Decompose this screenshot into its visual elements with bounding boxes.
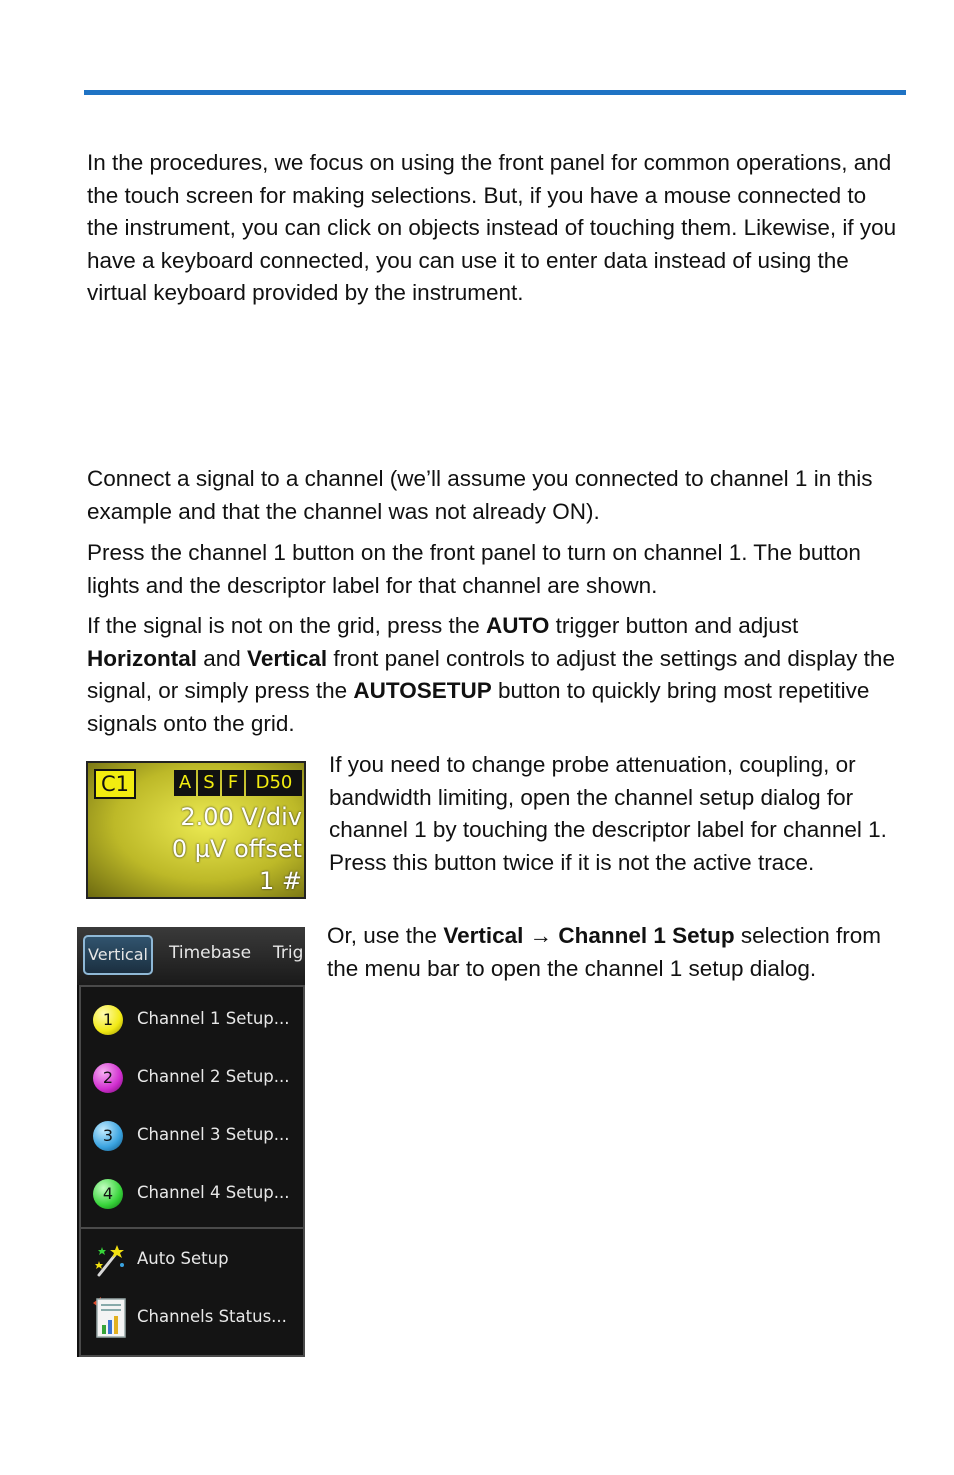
press-step: Press the channel 1 button on the front panel to turn on channel 1. The button lights and the descriptor label for that channel are shown. bbox=[87, 540, 861, 598]
menu-separator bbox=[81, 1227, 303, 1229]
connect-step: Connect a signal to a channel (we’ll assume you connected to channel 1 in this example and that the channel was not already ON). bbox=[87, 466, 873, 524]
vertical-term: Vertical bbox=[443, 923, 524, 948]
tab-timebase[interactable]: Timebase bbox=[169, 943, 252, 963]
flag-a: A bbox=[174, 770, 196, 796]
menu-item-label: Channel 2 Setup... bbox=[137, 1067, 290, 1086]
text: selection from the menu bar to open the channel 1 setup dialog. bbox=[327, 923, 881, 981]
menu-paragraph bbox=[327, 920, 907, 985]
tab-trigger[interactable]: Trig bbox=[273, 943, 304, 963]
trace-count: 1 # bbox=[258, 867, 302, 895]
menu-item-label: Auto Setup bbox=[137, 1249, 229, 1268]
text: trigger button and adjust bbox=[549, 613, 799, 638]
text: button to quickly bring most repetitive signals onto the grid. bbox=[87, 678, 870, 736]
volts-per-div: 2.00 V/div bbox=[180, 803, 302, 831]
menu-item-channel-3-setup[interactable] bbox=[81, 1107, 303, 1165]
vertical-dropdown bbox=[79, 985, 305, 1357]
auto-term: AUTO bbox=[485, 613, 550, 638]
horizontal-term: Horizontal bbox=[87, 645, 197, 671]
channel-4-icon: 4 bbox=[93, 1179, 123, 1209]
probe-paragraph: If you need to change probe attenuation, coupling, or bandwidth limiting, open the channel setup dialog for channel 1 by touching the descriptor label for channel 1. Press this button twice if it is not the active trace. bbox=[329, 752, 887, 875]
menu-item-channels-status[interactable] bbox=[81, 1289, 303, 1347]
channel-1-icon: 1 bbox=[93, 1005, 123, 1035]
channel-1-setup-term: Channel 1 Setup bbox=[558, 923, 735, 948]
tab-vertical[interactable]: Vertical bbox=[83, 935, 153, 975]
channel-descriptor-label[interactable] bbox=[86, 761, 306, 899]
menu-item-label: Channel 3 Setup... bbox=[137, 1125, 290, 1144]
text: front panel controls to adjust the settings and display the signal, or simply press the bbox=[87, 645, 895, 703]
intro-paragraph: In the procedures, we focus on using the front panel for common operations, and the touch screen for making selections. But, if you have a mouse connected to the instrument, you can click on objects instead of touching them. Likewise, if you have a keyboard connected, you can use it to enter data instead of using the virtual keyboard provided by the instrument. bbox=[87, 150, 897, 305]
header-rule bbox=[84, 90, 906, 95]
arrow-symbol: → bbox=[523, 923, 559, 948]
menu-item-channel-2-setup[interactable] bbox=[81, 1049, 303, 1107]
text: Or, use the bbox=[327, 923, 444, 948]
flag-s: S bbox=[198, 770, 220, 796]
menu-item-auto-setup[interactable] bbox=[81, 1231, 303, 1289]
flag-f: F bbox=[222, 770, 244, 796]
signal-step bbox=[87, 610, 899, 740]
menu-bar bbox=[77, 927, 305, 985]
channel-3-icon: 3 bbox=[93, 1121, 123, 1151]
menu-item-channel-4-setup[interactable] bbox=[81, 1165, 303, 1223]
menu-item-label: Channel 4 Setup... bbox=[137, 1183, 290, 1202]
menu-item-label: Channel 1 Setup... bbox=[137, 1009, 290, 1028]
flag-d50: D50 bbox=[246, 770, 302, 796]
text: and bbox=[197, 645, 248, 671]
menu-item-label: Channels Status... bbox=[137, 1307, 287, 1326]
status-report-icon bbox=[91, 1295, 129, 1341]
autosetup-term: AUTOSETUP bbox=[353, 678, 492, 703]
vertical-menu-screenshot bbox=[77, 927, 305, 1357]
channel-tag: C1 bbox=[94, 769, 136, 799]
vertical-term: Vertical bbox=[247, 645, 328, 671]
magic-wand-icon bbox=[93, 1243, 127, 1279]
menu-item-channel-1-setup[interactable] bbox=[81, 991, 303, 1049]
text: If the signal is not on the grid, press the bbox=[87, 613, 486, 638]
offset-value: 0 µV offset bbox=[171, 835, 302, 863]
channel-2-icon: 2 bbox=[93, 1063, 123, 1093]
